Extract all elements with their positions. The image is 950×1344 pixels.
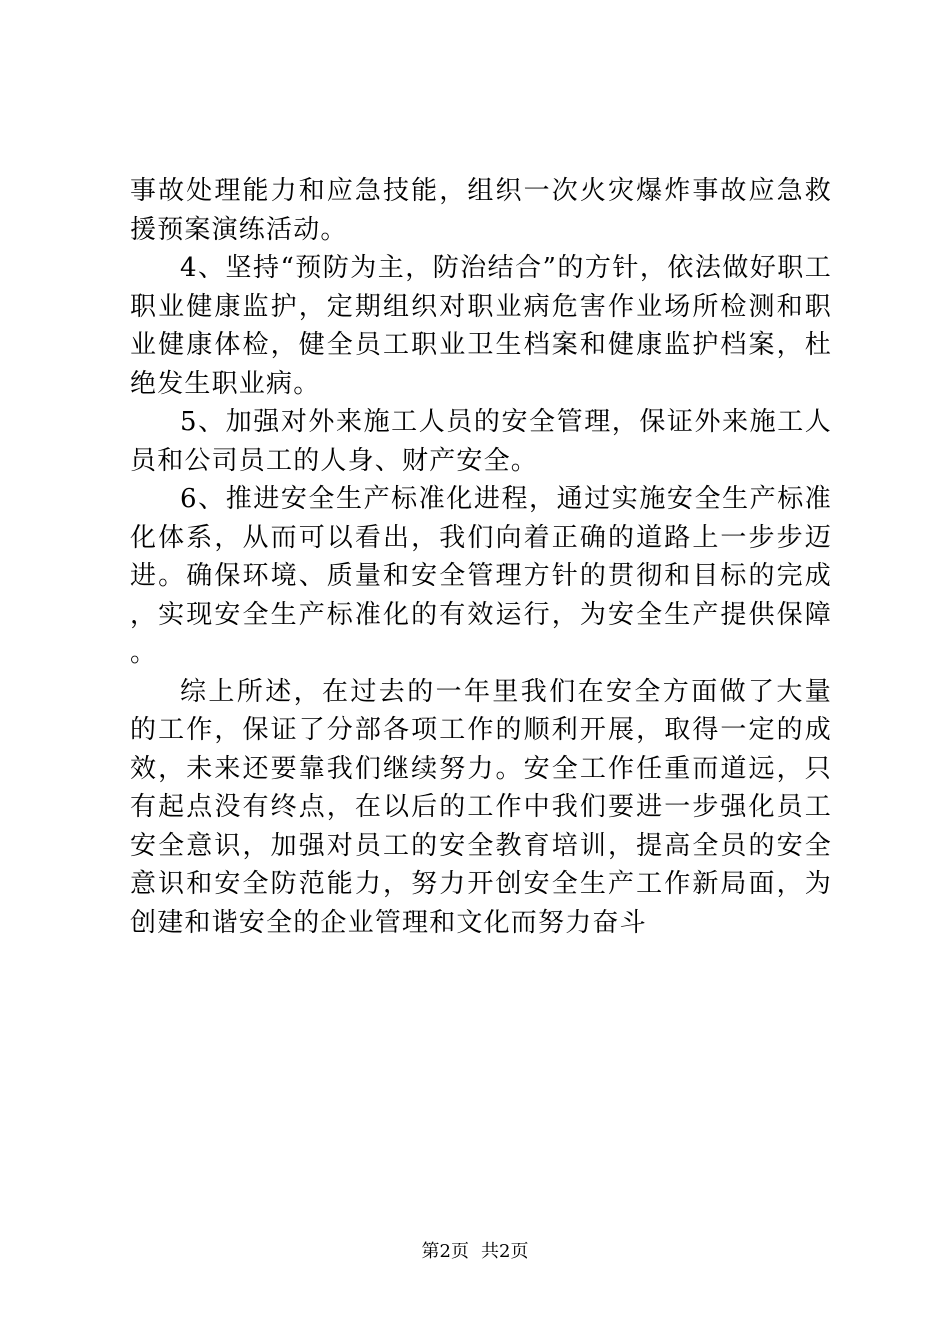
paragraph-item-6: 6、推进安全生产标准化进程，通过实施安全生产标准化体系，从而可以看出，我们向着正确的道路上一步步迈进。确保环境、质量和安全管理方针的贯彻和目标的完成，实现安全生产标准化的有效运行，为安全生产提供保障。 <box>130 484 832 668</box>
paragraph-item-5: 5、加强对外来施工人员的安全管理，保证外来施工人员和公司员工的人身、财产安全。 <box>130 407 832 476</box>
page-number-total: 共2页 <box>481 1241 529 1262</box>
paragraph-item-4: 4、坚持“预防为主，防治结合”的方针，依法做好职工职业健康监护，定期组织对职业病危害作业场所检测和职业健康体检，健全员工职业卫生档案和健康监护档案，杜绝发生职业病。 <box>130 253 832 399</box>
page-footer <box>0 1240 950 1264</box>
document-body <box>130 172 832 942</box>
paragraph-summary: 综上所述，在过去的一年里我们在安全方面做了大量的工作，保证了分部各项工作的顺利开展，取得一定的成效，未来还要靠我们继续努力。安全工作任重而道远，只有起点没有终点，在以后的工作中我们要进一步强化员工安全意识，加强对员工的安全教育培训，提高全员的安全意识和安全防范能力，努力开创安全生产工作新局面，为创建和谐安全的企业管理和文化而努力奋斗 <box>130 676 832 938</box>
page-number-current: 第2页 <box>421 1241 469 1262</box>
paragraph-continuation: 事故处理能力和应急技能，组织一次火灾爆炸事故应急救援预案演练活动。 <box>130 176 832 245</box>
